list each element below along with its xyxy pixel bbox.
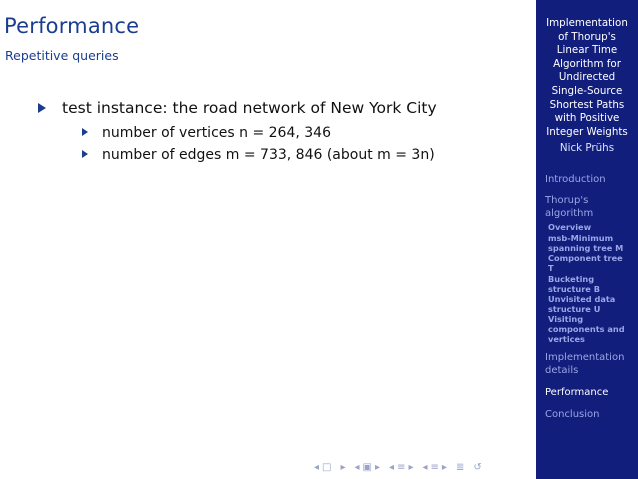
sidebar-subsection-label-line: Unvisited data — [548, 294, 616, 304]
sidebar-subsection-label-line: structure U — [548, 303, 601, 314]
list-item-text: test instance: the road network of New York City — [62, 99, 437, 117]
section-list-icon[interactable]: ≡ — [397, 461, 406, 473]
sidebar-subsection-unvisited-data-structure[interactable] — [548, 295, 634, 315]
sidebar-section-performance[interactable]: Performance — [545, 387, 609, 398]
sidebar-title-line: Implementation — [546, 17, 628, 29]
sidebar-section-label-line: Implementation — [545, 352, 625, 363]
subsection-box-icon[interactable]: ▣ — [362, 461, 372, 473]
sidebar-section-label-line: details — [545, 365, 579, 376]
list-item-text: number of edges m = 733, 846 (about m = 3n) — [102, 147, 435, 163]
sidebar — [536, 0, 638, 479]
nav-left-icon[interactable]: ◂ — [314, 461, 320, 473]
list-item — [82, 125, 331, 141]
sidebar-title-line: Algorithm for — [553, 57, 621, 70]
sidebar-section-thorups-algorithm[interactable] — [545, 194, 635, 220]
section-list-icon[interactable]: ≡ — [430, 461, 439, 473]
sidebar-section-label-line: Thorup's — [545, 195, 589, 206]
sidebar-subsection-label-line: vertices — [548, 333, 585, 344]
triangle-bullet-icon — [38, 103, 46, 113]
sidebar-subsection-msb-minimum-spanning-tree[interactable] — [548, 234, 634, 254]
nav-right-icon[interactable]: ▸ — [340, 461, 346, 473]
frame-subtitle: Repetitive queries — [5, 48, 119, 63]
sidebar-subsection-label-line: Bucketing — [548, 274, 595, 284]
sidebar-section-label-line: algorithm — [545, 208, 594, 219]
sidebar-title-line: with Positive — [554, 112, 620, 125]
sidebar-section-conclusion[interactable]: Conclusion — [545, 409, 600, 420]
nav-left-icon[interactable]: ◂ — [354, 461, 360, 473]
sidebar-talk-title[interactable] — [536, 17, 638, 139]
triangle-bullet-icon — [82, 128, 88, 136]
sidebar-subsection-label-line: Component tree — [548, 253, 623, 263]
sidebar-author: Nick Prühs — [559, 142, 615, 154]
beamer-navigation-bar — [314, 461, 485, 473]
sidebar-title-line: Shortest Paths — [549, 98, 625, 111]
nav-right-icon[interactable]: ▸ — [408, 461, 414, 473]
sidebar-subsection-label-line: Overview — [548, 222, 592, 232]
sidebar-title-line: Single-Source — [551, 84, 623, 97]
sidebar-title-line: Undirected — [558, 71, 616, 84]
nav-right-icon[interactable]: ▸ — [441, 461, 447, 473]
align-icon[interactable]: ≣ — [455, 461, 465, 473]
triangle-bullet-icon — [82, 150, 88, 158]
frame-box-icon[interactable]: □ — [322, 461, 332, 473]
sidebar-subsection-label-line: components and — [548, 323, 625, 334]
sidebar-title-line: Linear Time — [556, 44, 618, 57]
sidebar-subsection-bucketing-structure[interactable] — [548, 275, 634, 295]
list-item — [38, 99, 437, 117]
sidebar-subsection-label-line: msb-Minimum — [548, 233, 614, 243]
sidebar-title-line: Integer Weights — [546, 125, 628, 138]
list-item — [82, 147, 435, 163]
list-item-text: number of vertices n = 264, 346 — [102, 125, 331, 141]
sidebar-subsection-label-line: T — [548, 262, 554, 273]
nav-right-icon[interactable]: ▸ — [375, 461, 381, 473]
nav-left-icon[interactable]: ◂ — [389, 461, 395, 473]
sidebar-section-implementation-details[interactable] — [545, 351, 635, 377]
sidebar-subsection-label-line: structure B — [548, 283, 600, 294]
frame-title: Performance — [4, 14, 140, 38]
nav-left-icon[interactable]: ◂ — [422, 461, 428, 473]
sidebar-subsection-visiting-components[interactable] — [548, 315, 634, 344]
sidebar-subsection-label-line: Visiting — [548, 314, 584, 324]
search-icon[interactable]: ↺ — [473, 461, 482, 473]
sidebar-subsection-overview[interactable] — [548, 223, 634, 233]
sidebar-title-line: of Thorup's — [558, 30, 616, 43]
sidebar-subsection-label-line: spanning tree M — [548, 242, 624, 253]
sidebar-subsection-component-tree[interactable] — [548, 254, 634, 274]
sidebar-section-introduction[interactable]: Introduction — [545, 174, 606, 185]
